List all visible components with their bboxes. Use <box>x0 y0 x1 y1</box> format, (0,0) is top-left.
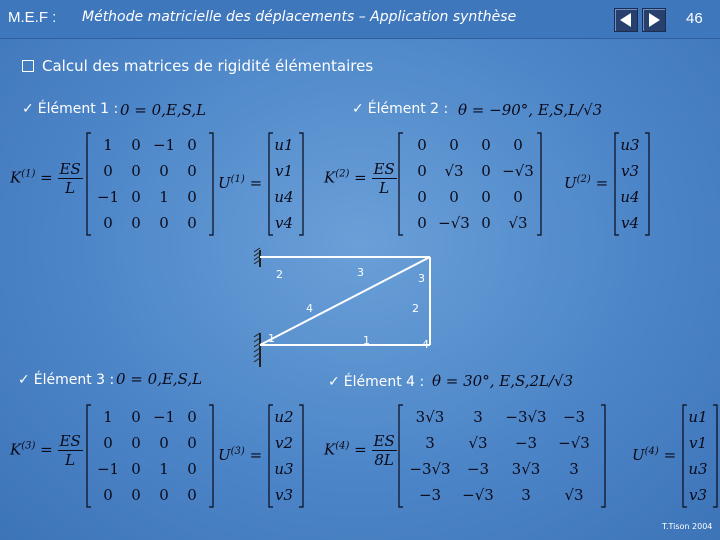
matrix-cell: 0 <box>513 136 523 154</box>
vector-cell: v4 <box>620 214 640 232</box>
vector-cell: v3 <box>274 486 294 504</box>
stiffness-matrix-symbol: $K^{(3)}$ = $\frac{ES}{L}$ <box>10 432 81 469</box>
vector-cell: v1 <box>688 434 708 452</box>
left-bracket <box>86 404 92 508</box>
matrix-cell: √3 <box>444 162 464 180</box>
matrix-cell: 0 <box>187 214 197 232</box>
page-number: 46 <box>686 10 703 27</box>
element-3-stiffness-equation <box>8 404 308 512</box>
matrix-cell: 3 <box>569 460 579 478</box>
matrix-cell: 0 <box>481 188 491 206</box>
right-bracket <box>600 404 606 508</box>
displacement-vector-symbol: $U^{(1)}$ = <box>218 174 263 192</box>
matrix-cell: −√3 <box>502 162 534 180</box>
matrix-cell: 0 <box>159 486 169 504</box>
fraction-numerator: ES <box>59 432 81 450</box>
check-icon: ✓ <box>22 101 34 117</box>
matrix-cell: −1 <box>96 188 120 206</box>
matrix-cell: 0 <box>131 162 141 180</box>
triangle-right-icon <box>643 9 665 31</box>
element-1-label: ✓ Élément 1 : <box>22 101 119 117</box>
check-icon: ✓ <box>352 101 364 117</box>
next-button[interactable] <box>642 8 666 32</box>
matrix-cell: 0 <box>417 214 427 232</box>
matrix-cell: 3 <box>425 434 435 452</box>
matrix-cell: 0 <box>449 136 459 154</box>
course-label: M.E.F : <box>8 9 57 26</box>
matrix-cell: −3√3 <box>505 408 547 426</box>
displacement-vector-symbol: $U^{(4)}$ = <box>632 446 677 464</box>
matrix-cell: −√3 <box>558 434 590 452</box>
fraction-numerator: ES <box>59 160 81 178</box>
matrix-cell: √3 <box>564 486 584 504</box>
right-bracket <box>298 132 304 236</box>
matrix-cell: 0 <box>417 136 427 154</box>
bar-4 <box>260 257 430 345</box>
matrix-cell: −1 <box>152 136 176 154</box>
vector-cell: u3 <box>688 460 708 478</box>
element-1-params: 0 = 0,E,S,L <box>120 101 207 119</box>
right-bracket <box>208 404 214 508</box>
matrix-cell: 3√3 <box>415 408 445 426</box>
matrix-cell: 3√3 <box>511 460 541 478</box>
matrix-cell: 1 <box>159 460 169 478</box>
element-2-stiffness-equation <box>322 132 652 240</box>
vector-cell: u1 <box>688 408 708 426</box>
vector-cell: v4 <box>274 214 294 232</box>
matrix-cell: 0 <box>131 460 141 478</box>
matrix-cell: −3 <box>514 434 538 452</box>
matrix-cell: 0 <box>481 162 491 180</box>
left-bracket <box>86 132 92 236</box>
left-bracket <box>398 404 404 508</box>
fraction-denominator: L <box>379 179 390 197</box>
element-4-label: ✓ Élément 4 : <box>328 374 425 390</box>
bar-label: 3 <box>357 266 364 279</box>
vector-cell: u4 <box>274 188 294 206</box>
displacement-vector-symbol: $U^{(3)}$ = <box>218 446 263 464</box>
matrix-cell: 0 <box>131 136 141 154</box>
element-2-params: θ = −90°, E,S,L/√3 <box>458 101 603 119</box>
vector-cell: v3 <box>688 486 708 504</box>
coefficient-fraction <box>372 160 397 197</box>
element-1-stiffness-equation <box>8 132 308 240</box>
matrix-cell: −3 <box>562 408 586 426</box>
bar-label: 2 <box>412 302 419 315</box>
matrix-cell: 0 <box>103 434 113 452</box>
matrix-cell: −1 <box>96 460 120 478</box>
matrix-cell: 0 <box>131 408 141 426</box>
matrix-cell: 0 <box>187 136 197 154</box>
matrix-cell: 0 <box>159 162 169 180</box>
matrix-cell: −√3 <box>438 214 470 232</box>
truss-diagram <box>250 245 450 375</box>
matrix-cell: 1 <box>159 188 169 206</box>
element-3-label: ✓ Élément 3 : <box>18 372 115 388</box>
matrix-cell: 0 <box>417 188 427 206</box>
check-icon: ✓ <box>328 374 340 390</box>
matrix-cell: 1 <box>103 136 113 154</box>
node-label: 3 <box>418 272 425 285</box>
matrix-superscript: (2) <box>335 168 350 180</box>
vector-cell: u1 <box>274 136 294 154</box>
matrix-cell: 0 <box>103 162 113 180</box>
vector-cell: v1 <box>274 162 294 180</box>
matrix-cell: 0 <box>481 214 491 232</box>
matrix-cell: 0 <box>103 486 113 504</box>
matrix-superscript: (3) <box>230 446 245 457</box>
matrix-cell: −3 <box>466 460 490 478</box>
footer-credit: T.Tison 2004 <box>662 522 713 531</box>
stiffness-matrix-symbol: $K^{(1)}$ = $\frac{ES}{L}$ <box>10 160 81 197</box>
matrix-superscript: (4) <box>644 446 659 457</box>
matrix-cell: 0 <box>131 486 141 504</box>
coefficient-fraction <box>58 432 83 469</box>
bar-label: 4 <box>306 302 313 315</box>
matrix-cell: 3 <box>521 486 531 504</box>
right-bracket <box>536 132 542 236</box>
stiffness-matrix-symbol: $K^{(2)}$ = $\frac{ES}{L}$ <box>324 160 395 197</box>
right-bracket <box>298 404 304 508</box>
right-bracket <box>644 132 650 236</box>
square-bullet-icon <box>22 60 34 72</box>
matrix-cell: 0 <box>481 136 491 154</box>
matrix-superscript: (1) <box>230 174 245 185</box>
matrix-cell: 0 <box>187 162 197 180</box>
matrix-cell: −3√3 <box>409 460 451 478</box>
triangle-left-icon <box>615 9 637 31</box>
matrix-cell: 0 <box>131 214 141 232</box>
matrix-superscript: (2) <box>576 174 591 185</box>
matrix-cell: 0 <box>159 434 169 452</box>
matrix-cell: 0 <box>187 434 197 452</box>
matrix-cell: √3 <box>508 214 528 232</box>
matrix-cell: 0 <box>417 162 427 180</box>
displacement-vector-symbol: $U^{(2)}$ = <box>564 174 609 192</box>
section-title: Calcul des matrices de rigidité élémentaires <box>22 57 373 75</box>
matrix-cell: −3 <box>418 486 442 504</box>
matrix-superscript: (1) <box>21 168 36 180</box>
vector-cell: v2 <box>274 434 294 452</box>
matrix-cell: 0 <box>131 188 141 206</box>
matrix-superscript: (4) <box>335 440 350 452</box>
coefficient-fraction <box>372 432 397 469</box>
fraction-numerator: ES <box>373 432 395 450</box>
matrix-cell: 0 <box>131 434 141 452</box>
support-2 <box>254 248 260 267</box>
matrix-cell: 3 <box>473 408 483 426</box>
matrix-cell: −√3 <box>462 486 494 504</box>
vector-cell: u4 <box>620 188 640 206</box>
matrix-cell: 0 <box>187 486 197 504</box>
element-2-label: ✓ Élément 2 : <box>352 101 449 117</box>
vector-cell: u2 <box>274 408 294 426</box>
left-bracket <box>398 132 404 236</box>
matrix-cell: −1 <box>152 408 176 426</box>
fraction-denominator: L <box>65 451 76 469</box>
matrix-cell: 0 <box>513 188 523 206</box>
vector-cell: v3 <box>620 162 640 180</box>
matrix-cell: √3 <box>468 434 488 452</box>
vector-cell: u3 <box>620 136 640 154</box>
matrix-cell: 0 <box>187 408 197 426</box>
support-1 <box>254 333 260 367</box>
matrix-superscript: (3) <box>21 440 36 452</box>
bar-label: 1 <box>363 334 370 347</box>
prev-button[interactable] <box>614 8 638 32</box>
right-bracket <box>208 132 214 236</box>
matrix-cell: 0 <box>187 188 197 206</box>
matrix-cell: 0 <box>187 460 197 478</box>
element-4-stiffness-equation <box>322 404 712 512</box>
vector-cell: u3 <box>274 460 294 478</box>
node-label: 1 <box>268 332 275 345</box>
check-icon: ✓ <box>18 372 30 388</box>
matrix-cell: 0 <box>103 214 113 232</box>
element-4-params: θ = 30°, E,S,2L/√3 <box>432 372 574 390</box>
fraction-denominator: 8L <box>374 451 394 469</box>
matrix-cell: 0 <box>159 214 169 232</box>
matrix-cell: 1 <box>103 408 113 426</box>
stiffness-matrix-symbol: $K^{(4)}$ = $\frac{ES}{8L}$ <box>324 432 395 469</box>
fraction-numerator: ES <box>373 160 395 178</box>
node-label: 4 <box>422 338 429 351</box>
slide-title: Méthode matricielle des déplacements – Application synthèse <box>82 9 517 25</box>
matrix-cell: 0 <box>449 188 459 206</box>
node-label: 2 <box>276 268 283 281</box>
element-3-params: 0 = 0,E,S,L <box>116 370 203 388</box>
coefficient-fraction <box>58 160 83 197</box>
fraction-denominator: L <box>65 179 76 197</box>
right-bracket <box>712 404 718 508</box>
